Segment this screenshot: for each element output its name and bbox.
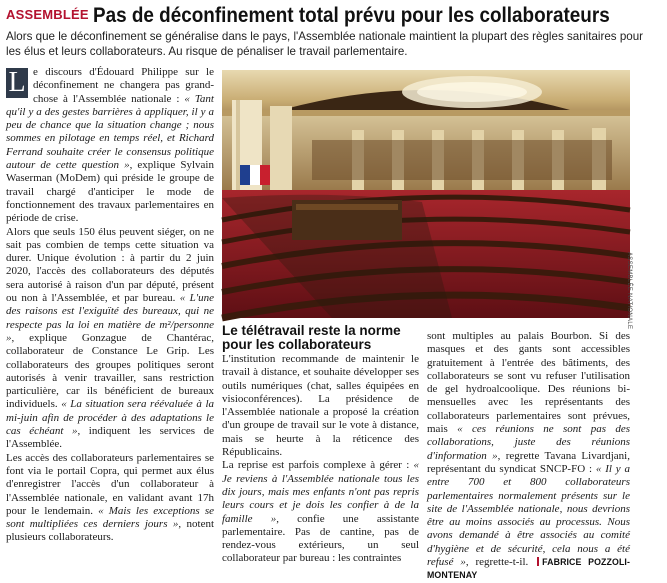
left-column: [6, 66, 214, 545]
text-run: sont multiples au palais Bourbon. Si des masques et des gants sont accessibles gratuitement à l'entrée des bâtiments, des collaborateurs se sont vu refuser l'utilisation de gel hydroalcoolique. Des réunions bi-mensuelles avec les représentants des collaborateurs parlementaires sont prévues, mais: [427, 330, 630, 436]
quote: « Mais les exceptions se sont multipliées ces derniers jours »: [6, 504, 214, 531]
paragraph-2: [222, 459, 419, 565]
text-run: Alors que seuls 150 élus peuvent siéger, on ne sait pas combien de temps cette situation va durer. Unique évolution : à partir du 2 juin 2020, l'accès des collaborateurs des députés sera autorisé à raison d'un par député, présent ou non à l'Assemblée, et par bureau.: [6, 225, 214, 305]
signature-bar: [537, 557, 539, 566]
text-run: , confie une assistante parlementaire. Pas de cantine, pas de rendez-vous extérieurs, un seul collaborateur par bureau : les contraintes: [222, 512, 419, 565]
headline: Pas de déconfinement total prévu pour les collaborateurs: [92, 4, 610, 27]
author-signature: FABRICE POZZOLI-MONTENAY: [427, 557, 630, 581]
section-kicker: ASSEMBLÉE: [6, 7, 89, 22]
photo-credit: ASSEMBLÉE NATIONALE: [626, 252, 632, 330]
text-run: , indiquent les services de l'Assemblée.: [6, 425, 214, 451]
text-run: La reprise est parfois complexe à gérer :: [222, 459, 414, 472]
quote: « Il y a entre 700 et 800 collaborateurs parlementaires normalement présents sur le site de l'Assemblée nationale, nous devrions être au moins associés au processus. Nous avons demandé à être associés au comité d'hygiène et de sécurité, cela nous a été refusé »: [427, 462, 630, 569]
text-run: , explique Gonzague de Chantérac, collaborateur de Constance Le Grip. Les collaborateurs des groupes politiques seront autorisés à venir travailler, sans restriction particulière, car ils bénéficient de bureaux individuels.: [6, 331, 214, 411]
quote: « Je reviens à l'Assemblée nationale tous les dix jours, mais mes enfants n'ont pas repris leurs cours et je dois les confier à de la famille »: [222, 459, 419, 525]
paragraph-3: [6, 452, 214, 545]
hemicycle-photo: [222, 70, 630, 318]
paragraph-2: [6, 226, 214, 452]
text-run: Les accès des collaborateurs parlementaires se font via le portail Copra, qui permet aux élus d'enregistrer l'accès d'un collaborateur à l'Assemblée nationale, en validant avant 17h pour le lendemain.: [6, 451, 214, 517]
right-column: [427, 330, 630, 583]
paragraph-1: [6, 66, 214, 226]
quote: « La situation sera réévaluée à la mi-juin afin de procéder à des adaptations le cas échéant »: [6, 398, 215, 438]
paragraph-1: [427, 330, 630, 583]
subheading: Le télétravail reste la norme pour les collaborateurs: [222, 323, 401, 352]
paragraph-1: L'institution recommande de maintenir le travail à distance, et souhaite développer ses outils numériques (chat, salles équipées en visioconférences). La présidence de l'Assemblée nationale a proposé la création d'un groupe de travail sur le vote à distance, mais se heurte à la réticence des Républicains.: [222, 353, 419, 459]
text-run: e discours d'Édouard Philippe sur le déconfinement ne changera pas grand-chose à l'Assemblée nationale :: [33, 66, 214, 105]
middle-column: [222, 353, 419, 566]
text-run: , regrette-t-il.: [465, 556, 529, 569]
text-run: , explique Sylvain Waserman (MoDem) qui préside le groupe de travail chargé d'anticiper le mode de fonctionnement des travaux parlementaires en période de crise.: [6, 159, 214, 225]
quote: « L'une des raisons est l'exiguïté des bureaux, qui ne respecte pas la loi en matière de m²/personne »: [6, 292, 214, 344]
quote: « Tant qu'il y a des gestes barrières à appliquer, il y a peu de chance que la situation change ; nous sommes en pilotage en temps réel, et Richard Ferrand souhaite créer le consensus politique autour de cette question »: [6, 92, 214, 172]
article-header: [6, 4, 652, 26]
standfirst: Alors que le déconfinement se généralise dans le pays, l'Assemblée nationale maintient la plupart des règles sanitaires pour les élus et leurs collaborateurs. Au risque de pénaliser le travail parlementaire.: [6, 30, 644, 58]
text-run: , notent plusieurs collaborateurs.: [6, 518, 215, 544]
quote: « ces réunions ne sont pas des collaborations, juste des réunions d'information »: [427, 423, 630, 462]
hemicycle-illustration: [222, 70, 630, 318]
text-run: , regrette Tavana Livardjani, représentant du syndicat SNCP-FO :: [427, 449, 630, 475]
dropcap: L: [6, 68, 28, 98]
